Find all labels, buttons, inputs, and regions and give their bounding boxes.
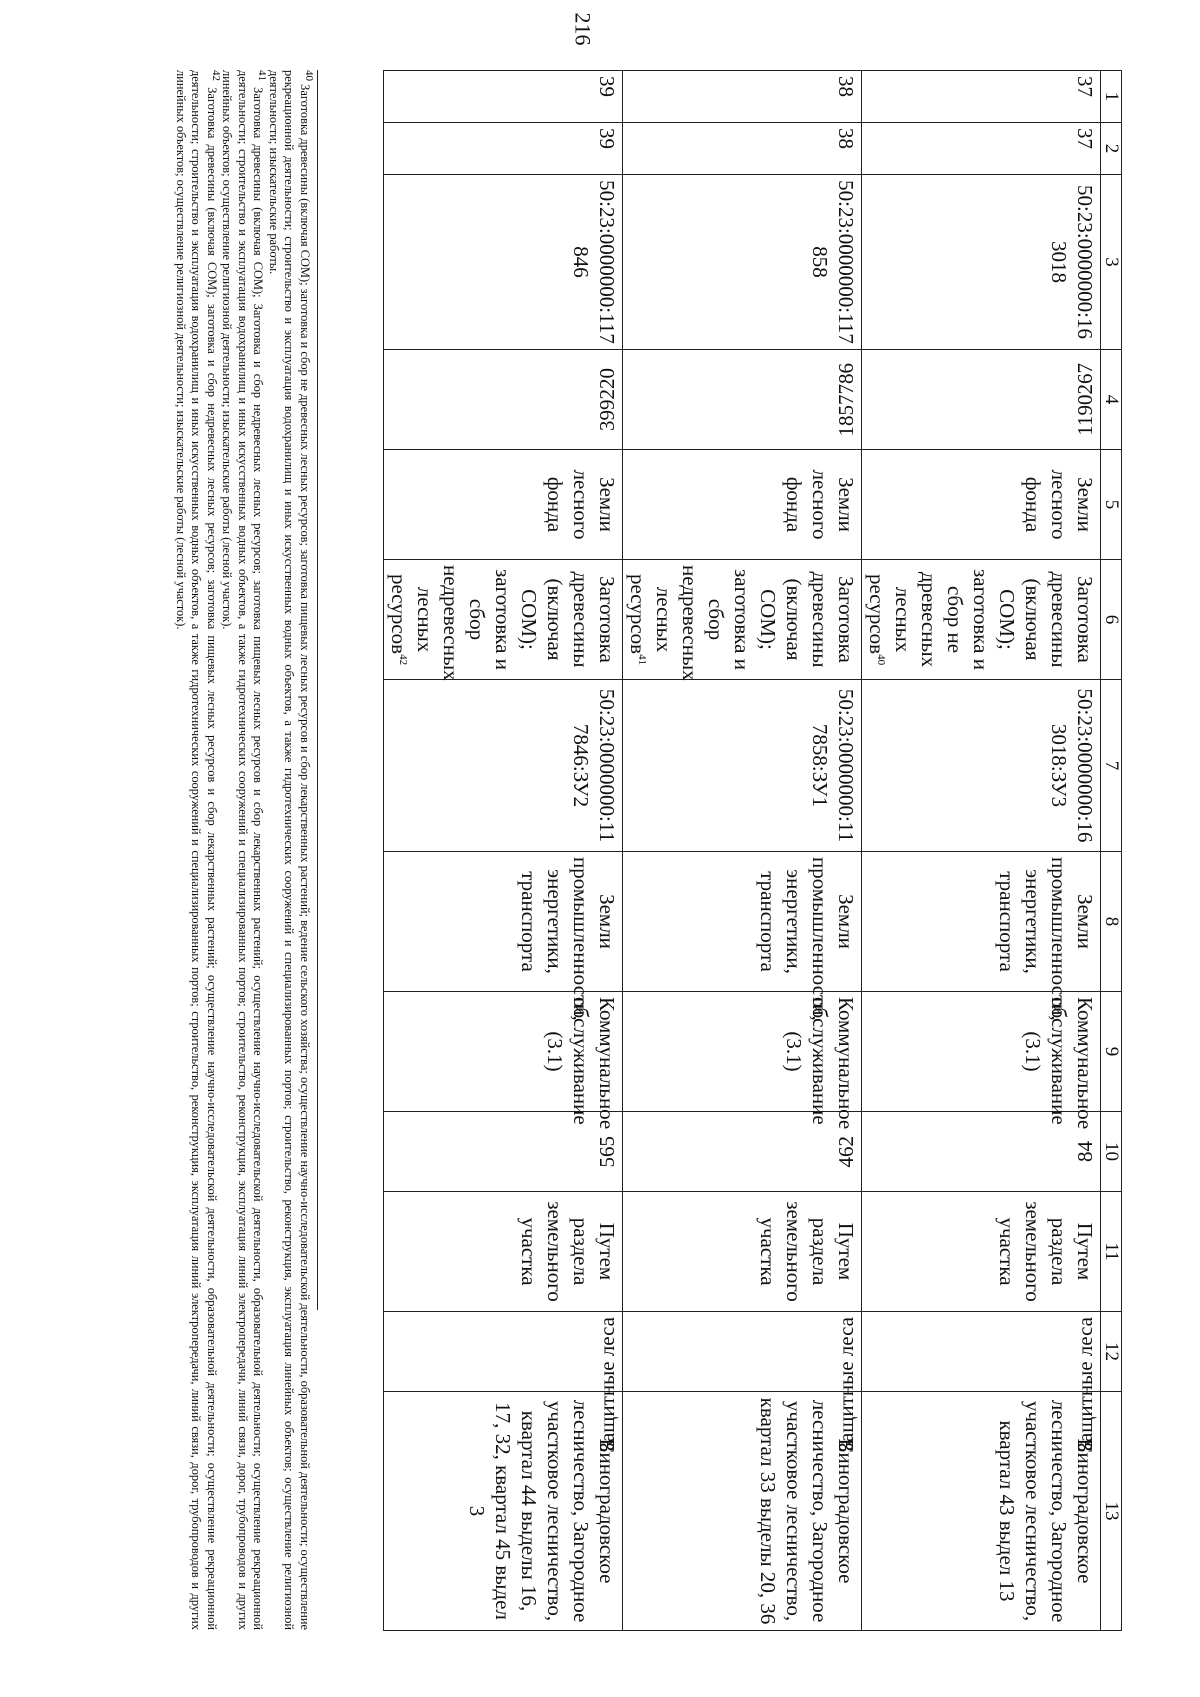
formation-method: Путем раздела земельного участка bbox=[384, 1192, 623, 1312]
permitted-use-cell bbox=[623, 560, 862, 680]
forest-category-cell bbox=[384, 1312, 623, 1453]
new-land-category: Земли промышленности, энергетики, транспорта bbox=[384, 852, 623, 992]
new-land-category: Земли промышленности, энергетики, транспорта bbox=[623, 852, 862, 992]
formation-method: Путем раздела земельного участка bbox=[623, 1192, 862, 1312]
area-cell bbox=[623, 350, 862, 450]
forest-category-cell bbox=[862, 1312, 1101, 1453]
area-value: 399220 bbox=[595, 368, 619, 431]
cadastral-number: 50:23:0000000:117858 bbox=[623, 175, 862, 350]
new-plot-number: 50:23:0000000:117846:ЗУ2 bbox=[384, 680, 623, 852]
forest-category: Защитные леса bbox=[834, 1317, 858, 1453]
area-value: 1190267 bbox=[1073, 363, 1097, 436]
plot-number: 39 bbox=[384, 123, 623, 175]
cadastral-number: 50:23:0000000:163018 bbox=[862, 175, 1101, 350]
cadastral-number: 50:23:0000000:117846 bbox=[384, 175, 623, 350]
header-cell: 11 bbox=[1101, 1192, 1122, 1312]
area-cell bbox=[384, 350, 623, 450]
permitted-use: Заготовка древесины (включая СОМ); заготовка и сбор не древесных лесных ресурсов bbox=[865, 569, 1097, 670]
header-cell: 12 bbox=[1101, 1312, 1122, 1392]
new-plot-number: 50:23:0000000:163018:ЗУ3 bbox=[862, 680, 1101, 852]
footnote bbox=[266, 70, 316, 1630]
formation-method: Путем раздела земельного участка bbox=[862, 1192, 1101, 1312]
land-category: Земли лесного фонда bbox=[384, 450, 623, 560]
table-row bbox=[384, 71, 623, 1631]
new-area-value: 462 bbox=[834, 1135, 858, 1168]
header-cell: 1 bbox=[1101, 71, 1122, 123]
permitted-use-cell bbox=[384, 560, 623, 680]
header-cell: 5 bbox=[1101, 450, 1122, 560]
footnote bbox=[219, 70, 269, 1630]
footnotes bbox=[173, 70, 316, 1630]
land-category: Земли лесного фонда bbox=[862, 450, 1101, 560]
header-cell: 3 bbox=[1101, 175, 1122, 350]
footnote-number: 41 bbox=[256, 70, 269, 81]
footnote-separator bbox=[317, 70, 318, 1310]
footnote-text: Заготовка древесины (включая СОМ); Заготовка и сбор недревесных лесных ресурсов; заготовка пищевых лесных ресурсов и сбор лекарственных растений; осуществление научно-исследовательской деятельности, образовательной деятельности; осуществление рекреационной деятельности; строительство и эксплуатация водохранилищ и иных искусственных водных объектов, а также гидротехнических сооружений и специализированных портов; строительство, реконструкция, эксплуатация линий электропередачи, линий связи, дорог, трубопроводов и других линейных объектов; осуществление религиозной деятельности; изыскательские работы (лесной участок). bbox=[220, 70, 266, 1630]
new-area-value: 84 bbox=[1073, 1141, 1097, 1162]
new-plot-number: 50:23:0000000:117858:ЗУ1 bbox=[623, 680, 862, 852]
plot-number: 38 bbox=[623, 123, 862, 175]
forest-category-cell bbox=[623, 1312, 862, 1453]
footnote-text: Заготовка древесины (включая СОМ); заготовка и сбор не древесных лесных ресурсов; заготовка пищевых лесных ресурсов и сбор лекарственных растений; ведение сельского хозяйства; осуществление научно-исследовательской деятельности, образовательной деятельности; осуществление рекреационной деятельности; строительство и эксплуатация водохранилищ и иных искусственных водных объектов, а также гидротехнических сооружений и специализированных портов; строительство, реконструкция, эксплуатация линейных объектов; осуществление религиозной деятельности; изыскательские работы. bbox=[267, 70, 312, 1630]
table-row bbox=[862, 71, 1101, 1631]
area-cell bbox=[862, 350, 1101, 450]
new-area-value: 565 bbox=[595, 1135, 619, 1168]
permitted-use-cell bbox=[862, 560, 1101, 680]
land-category: Земли лесного фонда bbox=[623, 450, 862, 560]
page-number: 216 bbox=[570, 12, 596, 46]
header-cell: 10 bbox=[1101, 1112, 1122, 1192]
new-permitted-use: Коммунальное обслуживание (3.1) bbox=[862, 992, 1101, 1112]
new-permitted-use: Коммунальное обслуживание (3.1) bbox=[384, 992, 623, 1112]
header-cell: 6 bbox=[1101, 560, 1122, 680]
header-cell: 4 bbox=[1101, 350, 1122, 450]
footnote bbox=[173, 70, 223, 1630]
location: Виноградовское лесничество, Загородное участковое лесничество, квартал 44 выделы 16, 17, 32, квартал 45 выдел 3 bbox=[384, 1392, 623, 1631]
header-cell: 13 bbox=[1101, 1392, 1122, 1631]
footnote-number: 40 bbox=[303, 70, 316, 81]
footnote-ref: 41 bbox=[636, 654, 648, 666]
forest-category: Защитные леса bbox=[595, 1317, 619, 1453]
new-permitted-use: Коммунальное обслуживание (3.1) bbox=[623, 992, 862, 1112]
footnote-text: Заготовка древесины (включая СОМ); заготовка и сбор недревесных лесных ресурсов; заготовка пищевых лесных ресурсов и сбор лекарственных растений; осуществление научно-исследовательской деятельности, образовательной деятельности; осуществление рекреационной деятельности; строительство и эксплуатация водохранилищ и иных искусственных водных объектов, а также гидротехнических сооружений и специализированных портов; строительство, реконструкция, эксплуатация линий электропередачи, линий связи, дорог, трубопроводов и других линейных объектов; осуществление религиозной деятельности; изыскательские работы (лесной участок). bbox=[174, 70, 219, 1630]
location: Виноградовское лесничество, Загородное участковое лесничество, квартал 33 выделы 20, 36 bbox=[623, 1392, 862, 1631]
footnote-ref: 40 bbox=[875, 654, 887, 666]
permitted-use: Заготовка древесины (включая СОМ); заготовка и сбор недревесных лесных ресурсов bbox=[626, 565, 858, 681]
header-cell: 8 bbox=[1101, 852, 1122, 992]
footnote-number: 42 bbox=[210, 70, 223, 81]
forest-category: Защитные леса bbox=[1073, 1317, 1097, 1453]
new-land-category: Земли промышленности, энергетики, транспорта bbox=[862, 852, 1101, 992]
row-number: 37 bbox=[862, 71, 1101, 123]
row-number: 38 bbox=[623, 71, 862, 123]
table-row bbox=[623, 71, 862, 1631]
area-value: 1857786 bbox=[834, 362, 858, 437]
location: Виноградовское лесничество, Загородное участковое лесничество, квартал 43 выдел 13 bbox=[862, 1392, 1101, 1631]
row-number: 39 bbox=[384, 71, 623, 123]
header-cell: 2 bbox=[1101, 123, 1122, 175]
footnote-ref: 42 bbox=[397, 654, 409, 666]
header-row bbox=[1101, 71, 1122, 1631]
header-cell: 7 bbox=[1101, 680, 1122, 852]
plot-number: 37 bbox=[862, 123, 1101, 175]
land-plots-table bbox=[383, 70, 1122, 1631]
permitted-use: Заготовка древесины (включая СОМ); заготовка и сбор недревесных лесных ресурсов bbox=[387, 565, 619, 681]
header-cell: 9 bbox=[1101, 992, 1122, 1112]
